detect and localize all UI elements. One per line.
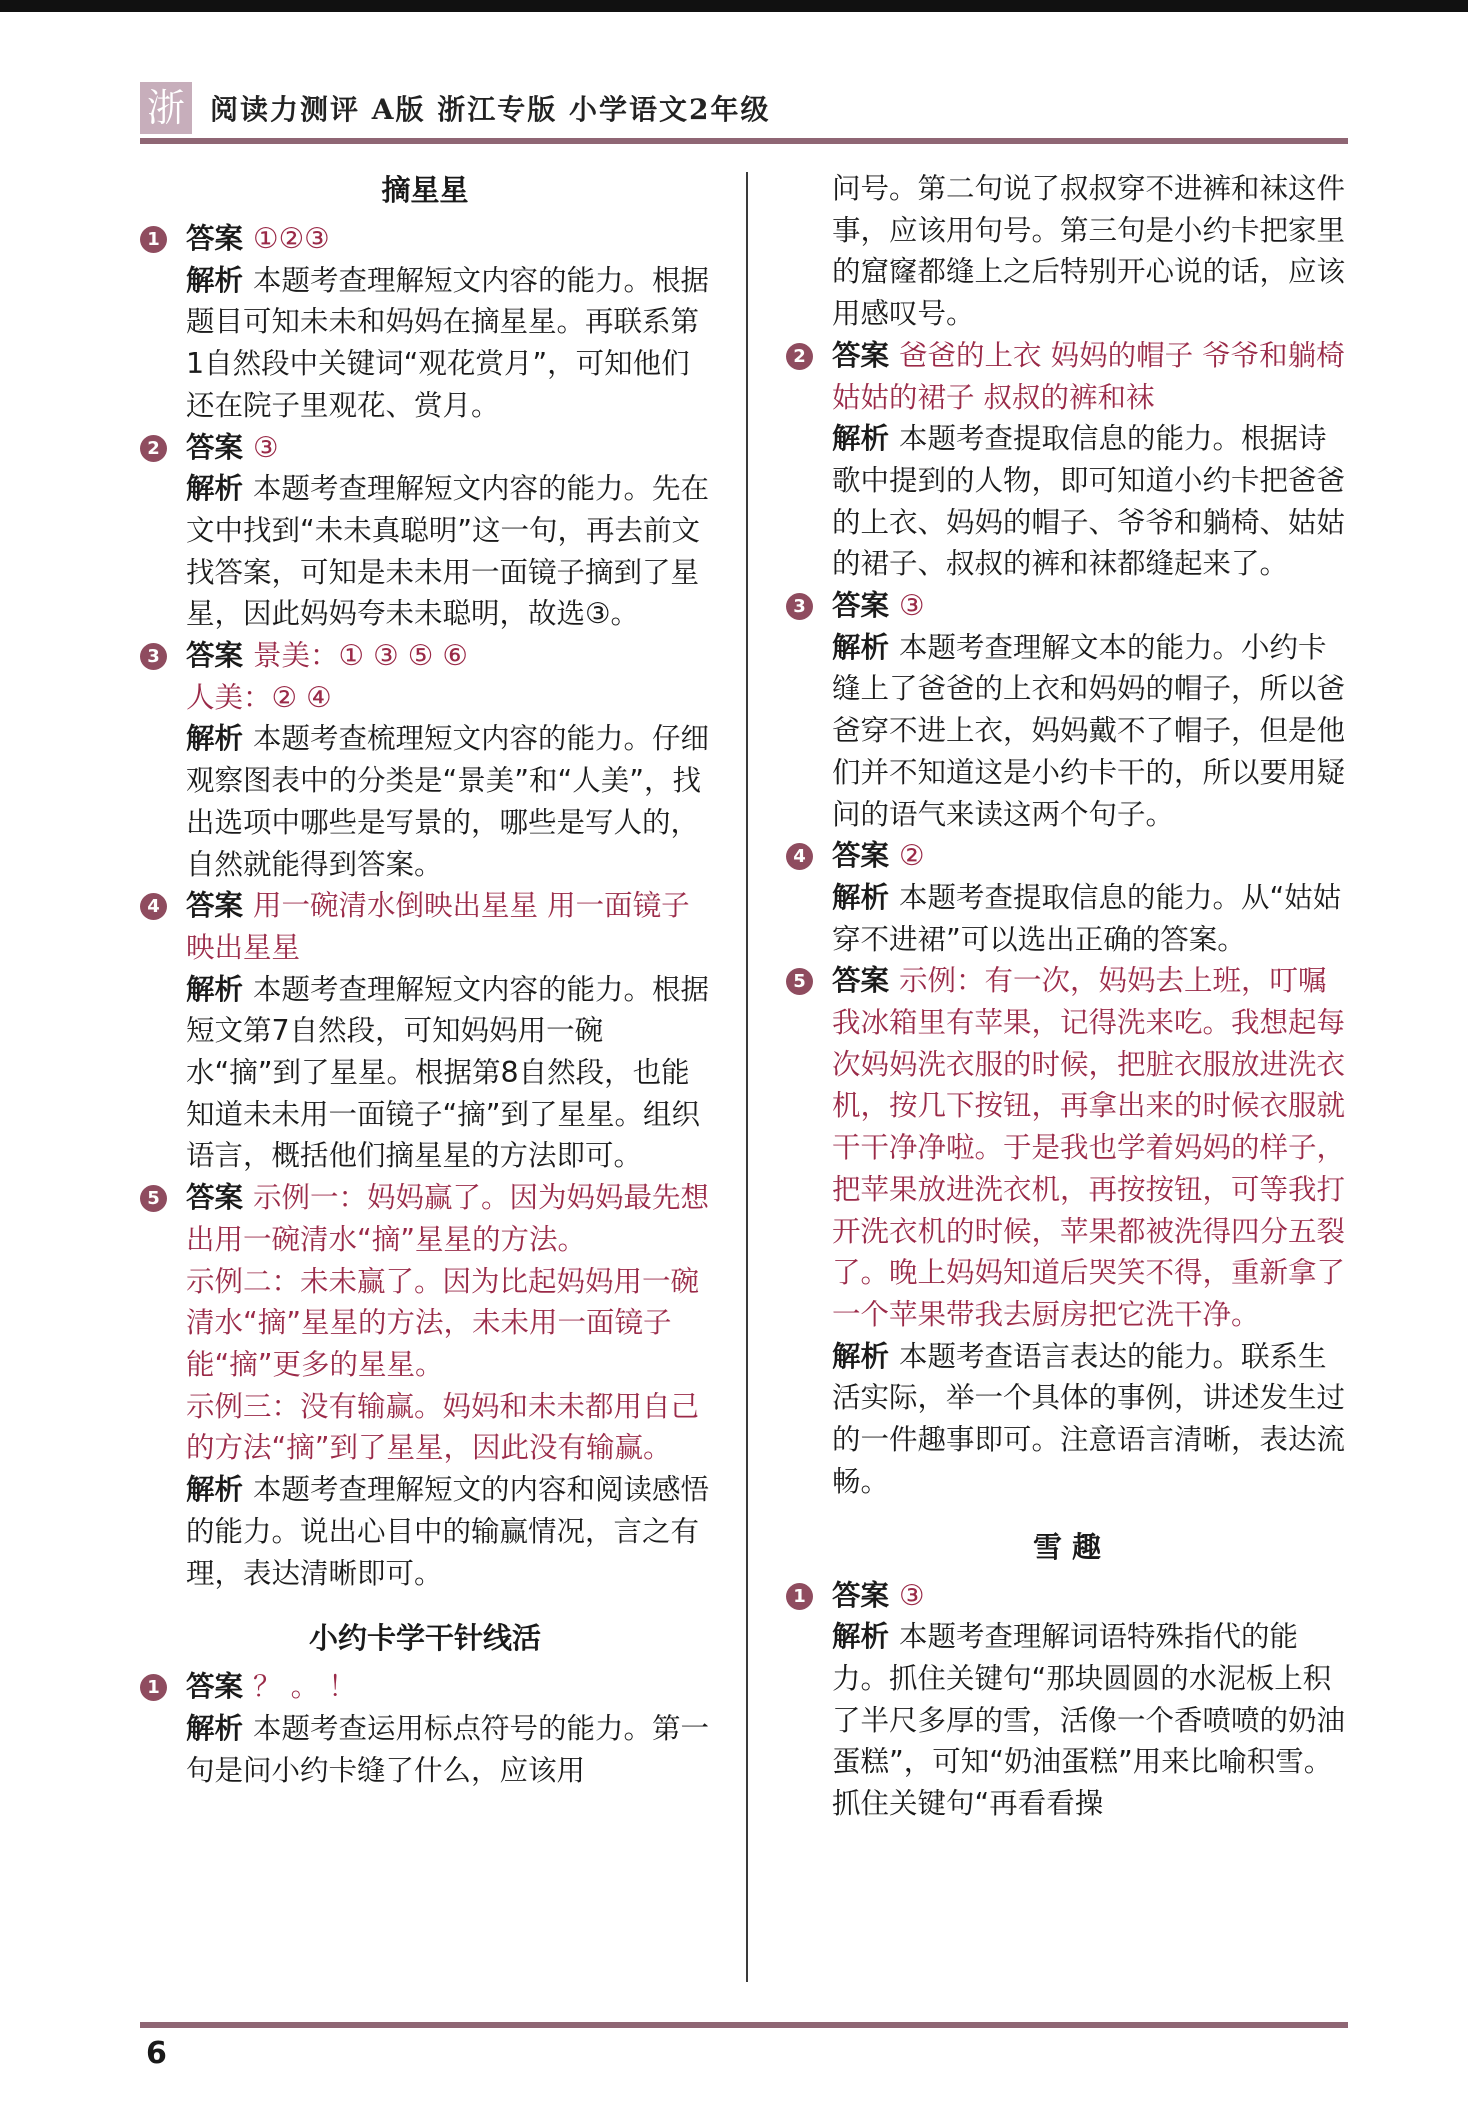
analysis-text: 本题考查理解文本的能力。小约卡缝上了爸爸的上衣和妈妈的帽子，所以爸爸穿不进上衣，妈妈戴不了帽子，但是他们并不知道这是小约卡干的，所以要用疑问的语气来读这两个句子。 <box>832 630 1346 831</box>
analysis-text: 本题考查梳理短文内容的能力。仔细观察图表中的分类是“景美”和“人美”，找出选项中哪些是写景的，哪些是写人的，自然就能得到答案。 <box>186 722 710 881</box>
question-number: 1 <box>786 1583 813 1610</box>
analysis-label: 解析 <box>186 472 244 506</box>
analysis-label: 解析 <box>186 722 244 756</box>
answer-item <box>140 1177 710 1594</box>
answer-text: ③ <box>899 1578 925 1612</box>
answer-text: 示例一：妈妈赢了。因为妈妈最先想出用一碗清水“摘”星星的方法。 <box>186 1181 710 1256</box>
analysis-label: 解析 <box>832 1620 890 1654</box>
answer-label: 答案 <box>832 964 890 998</box>
answer-label: 答案 <box>186 1670 244 1704</box>
answer-example-3: 示例三：没有输赢。妈妈和未未都用自己的方法“摘”到了星星，因此没有输赢。 <box>186 1389 700 1465</box>
analysis-label: 解析 <box>832 880 890 914</box>
answer-label: 答案 <box>832 338 890 372</box>
question-number: 5 <box>140 1185 167 1212</box>
column-divider <box>746 172 748 1982</box>
answer-text: ② <box>899 839 925 873</box>
analysis-label: 解析 <box>832 630 890 664</box>
answer-text-line2: 人美：② ④ <box>186 680 332 714</box>
answer-example-2: 示例二：未未赢了。因为比起妈妈用一碗清水“摘”星星的方法，未未用一面镜子能“摘”更多的星星。 <box>186 1264 700 1381</box>
footer-rule <box>140 2022 1348 2028</box>
analysis-text: 本题考查理解短文内容的能力。先在文中找到“未未真聪明”这一句，再去前文找答案，可知是未未用一面镜子摘到了星星，因此妈妈夸未未聪明，故选③。 <box>186 472 710 631</box>
answer-text: 用一碗清水倒映出星星 用一面镜子映出星星 <box>186 889 690 964</box>
analysis-text: 本题考查提取信息的能力。根据诗歌中提到的人物，即可知道小约卡把爸爸的上衣、妈妈的帽子、爷爷和躺椅、姑姑的裙子、叔叔的裤和袜都缝起来了。 <box>832 422 1346 581</box>
answer-item <box>140 427 710 636</box>
question-number: 2 <box>140 435 167 462</box>
answer-label: 答案 <box>832 1578 890 1612</box>
answer-text: 示例：有一次，妈妈去上班，叮嘱我冰箱里有苹果，记得洗来吃。我想起每次妈妈洗衣服的时候，把脏衣服放进洗衣机，按几下按钮，再拿出来的时候衣服就干干净净啦。于是我也学着妈妈的样子，把苹果放进洗衣机，再按按钮，可等我打开洗衣机的时候，苹果都被洗得四分五裂了。晚上妈妈知道后哭笑不得，重新拿了一个苹果带我去厨房把它洗干净。 <box>832 964 1346 1331</box>
answer-label: 答案 <box>186 1181 244 1215</box>
book-title: 阅读力测评 A版 浙江专版 小学语文2年级 <box>210 93 771 126</box>
question-number: 1 <box>140 226 167 253</box>
analysis-text: 本题考查理解词语特殊指代的能力。抓住关键句“那块圆圆的水泥板上积了半尺多厚的雪，活像一个香喷喷的奶油蛋糕”，可知“奶油蛋糕”用来比喻积雪。抓住关键句“再看看操 <box>832 1620 1346 1821</box>
question-number: 3 <box>786 593 813 620</box>
question-number: 3 <box>140 643 167 670</box>
page-header <box>140 82 1348 144</box>
top-border <box>0 0 1468 12</box>
question-number: 1 <box>140 1674 167 1701</box>
analysis-label: 解析 <box>832 1339 890 1373</box>
analysis-label: 解析 <box>186 1473 244 1507</box>
analysis-label: 解析 <box>186 1711 244 1745</box>
analysis-continued: 问号。第二句说了叔叔穿不进裤和袜这件事，应该用句号。第三句是小约卡把家里的窟窿都缝上之后特别开心说的话，应该用感叹号。 <box>832 172 1346 331</box>
answer-item <box>786 835 1348 960</box>
analysis-label: 解析 <box>186 263 244 297</box>
analysis-label: 解析 <box>832 422 890 456</box>
analysis-text: 本题考查提取信息的能力。从“姑姑穿不进裙”可以选出正确的答案。 <box>832 880 1342 956</box>
analysis-text: 本题考查语言表达的能力。联系生活实际，举一个具体的事例，讲述发生过的一件趣事即可。注意语言清晰，表达流畅。 <box>832 1339 1346 1498</box>
answer-text: ？ 。 ！ <box>253 1670 357 1704</box>
section-title-xue-qu: 雪 趣 <box>1032 1529 1102 1564</box>
header-rule <box>140 138 1348 144</box>
answer-label: 答案 <box>186 222 244 255</box>
question-number: 4 <box>140 893 167 920</box>
analysis-text: 本题考查理解短文内容的能力。根据题目可知未未和妈妈在摘星星。再联系第1自然段中关键词“观花赏月”，可知他们还在院子里观花、赏月。 <box>186 263 710 422</box>
answer-item <box>140 218 710 427</box>
answer-item <box>140 1666 710 1791</box>
answer-label: 答案 <box>186 430 244 464</box>
answer-item <box>786 960 1348 1502</box>
page-number: 6 <box>146 2036 167 2071</box>
province-badge: 浙 <box>140 82 192 134</box>
answer-item <box>140 885 710 1177</box>
section-title-xiao-yue-ka: 小约卡学干针线活 <box>308 1621 541 1656</box>
analysis-label: 解析 <box>186 972 244 1006</box>
answer-item <box>786 335 1348 585</box>
answer-text: 景美：① ③ ⑤ ⑥ <box>253 639 468 673</box>
left-column <box>140 168 710 1791</box>
question-number: 4 <box>786 843 813 870</box>
analysis-text: 本题考查运用标点符号的能力。第一句是问小约卡缝了什么，应该用 <box>186 1711 710 1787</box>
answer-text: 爸爸的上衣 妈妈的帽子 爷爷和躺椅 姑姑的裙子 叔叔的裤和袜 <box>832 338 1345 414</box>
answer-text: ③ <box>899 589 925 623</box>
answer-text: ③ <box>253 430 279 464</box>
right-column <box>786 168 1348 1825</box>
answer-label: 答案 <box>186 889 244 923</box>
answer-item <box>140 635 710 885</box>
answer-item <box>786 585 1348 835</box>
answer-label: 答案 <box>832 839 890 873</box>
answer-text: ①②③ <box>253 222 330 255</box>
question-number: 5 <box>786 968 813 995</box>
question-number: 2 <box>786 343 813 370</box>
analysis-text: 本题考查理解短文内容的能力。根据短文第7自然段，可知妈妈用一碗水“摘”到了星星。根据第8自然段，也能知道未未用一面镜子“摘”到了星星。组织语言，概括他们摘星星的方法即可。 <box>186 972 710 1173</box>
answer-label: 答案 <box>832 589 890 623</box>
analysis-text: 本题考查理解短文的内容和阅读感悟的能力。说出心目中的输赢情况，言之有理，表达清晰即可。 <box>186 1473 710 1590</box>
answer-label: 答案 <box>186 639 244 673</box>
section-title-zhai-xing-xing: 摘星星 <box>381 173 469 207</box>
answer-item <box>786 1575 1348 1825</box>
